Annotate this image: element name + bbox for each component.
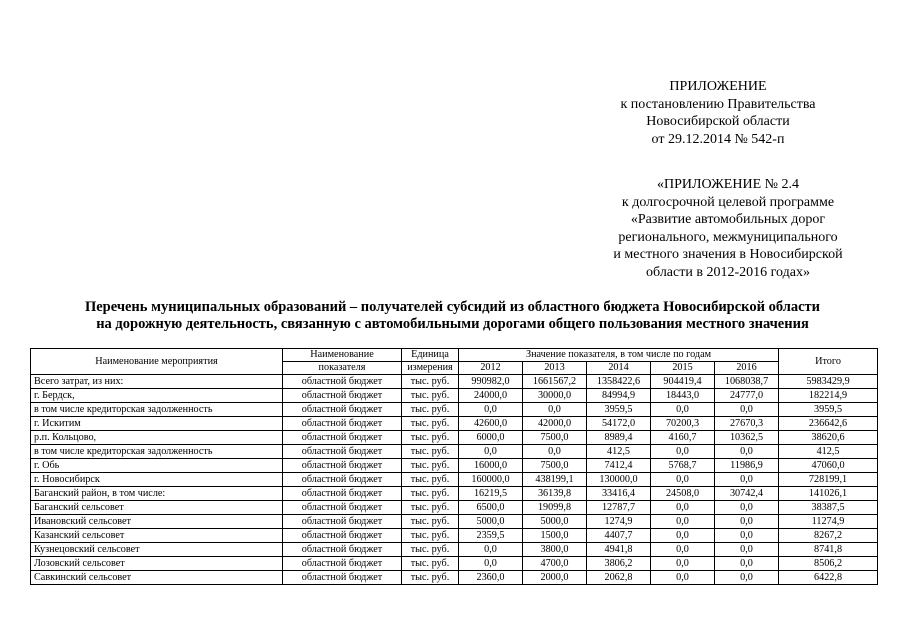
cell-year-value: 1068038,7 xyxy=(715,375,779,389)
cell-year-value: 42600,0 xyxy=(459,417,523,431)
cell-name: Кузнецовский сельсовет xyxy=(31,543,283,557)
cell-year-value: 438199,1 xyxy=(523,473,587,487)
cell-unit: тыс. руб. xyxy=(402,557,459,571)
cell-year-value: 24508,0 xyxy=(651,487,715,501)
table-row xyxy=(31,571,878,585)
table-row xyxy=(31,557,878,571)
table-row xyxy=(31,375,878,389)
cell-total: 182214,9 xyxy=(779,389,878,403)
cell-total: 11274,9 xyxy=(779,515,878,529)
cell-total: 6422,8 xyxy=(779,571,878,585)
appendix-line: Новосибирской области xyxy=(646,114,790,129)
cell-name: Ивановский сельсовет xyxy=(31,515,283,529)
cell-year-value: 7500,0 xyxy=(523,459,587,473)
cell-year-value: 0,0 xyxy=(715,529,779,543)
cell-year-value: 33416,4 xyxy=(587,487,651,501)
cell-year-value: 0,0 xyxy=(715,501,779,515)
cell-year-value: 4700,0 xyxy=(523,557,587,571)
cell-total: 3959,5 xyxy=(779,403,878,417)
cell-year-value: 24000,0 xyxy=(459,389,523,403)
cell-year-value: 36139,8 xyxy=(523,487,587,501)
cell-name: Савкинский сельсовет xyxy=(31,571,283,585)
cell-name: г. Бердск, xyxy=(31,389,283,403)
cell-unit: тыс. руб. xyxy=(402,431,459,445)
header-unit: Единица xyxy=(402,349,459,362)
cell-year-value: 2062,8 xyxy=(587,571,651,585)
cell-indicator: областной бюджет xyxy=(283,375,402,389)
cell-total: 38387,5 xyxy=(779,501,878,515)
cell-unit: тыс. руб. xyxy=(402,417,459,431)
cell-year-value: 6000,0 xyxy=(459,431,523,445)
cell-total: 236642,6 xyxy=(779,417,878,431)
cell-name: Баганский сельсовет xyxy=(31,501,283,515)
cell-indicator: областной бюджет xyxy=(283,389,402,403)
cell-name: Лозовский сельсовет xyxy=(31,557,283,571)
cell-year-value: 8989,4 xyxy=(587,431,651,445)
cell-name: Всего затрат, из них: xyxy=(31,375,283,389)
cell-year-value: 0,0 xyxy=(523,403,587,417)
cell-indicator: областной бюджет xyxy=(283,557,402,571)
cell-year-value: 0,0 xyxy=(651,501,715,515)
cell-indicator: областной бюджет xyxy=(283,431,402,445)
cell-year-value: 0,0 xyxy=(651,557,715,571)
cell-unit: тыс. руб. xyxy=(402,571,459,585)
appendix-line: от 29.12.2014 № 542-п xyxy=(651,131,785,147)
cell-year-value: 412,5 xyxy=(587,445,651,459)
cell-year-value: 0,0 xyxy=(715,445,779,459)
cell-name: в том числе кредиторская задолженность xyxy=(31,403,283,417)
cell-year-value: 990982,0 xyxy=(459,375,523,389)
cell-indicator: областной бюджет xyxy=(283,487,402,501)
cell-total: 412,5 xyxy=(779,445,878,459)
cell-year-value: 130000,0 xyxy=(587,473,651,487)
cell-unit: тыс. руб. xyxy=(402,473,459,487)
cell-year-value: 5768,7 xyxy=(651,459,715,473)
cell-year-value: 30000,0 xyxy=(523,389,587,403)
cell-year-value: 1274,9 xyxy=(587,515,651,529)
cell-year-value: 0,0 xyxy=(523,445,587,459)
cell-year-value: 3806,2 xyxy=(587,557,651,571)
cell-year-value: 5000,0 xyxy=(459,515,523,529)
header-unit-2: измерения xyxy=(402,362,459,375)
cell-year-value: 16219,5 xyxy=(459,487,523,501)
cell-total: 5983429,9 xyxy=(779,375,878,389)
cell-year-value: 0,0 xyxy=(715,571,779,585)
cell-year-value: 0,0 xyxy=(459,557,523,571)
cell-year-value: 84994,9 xyxy=(587,389,651,403)
cell-total: 8267,2 xyxy=(779,529,878,543)
cell-unit: тыс. руб. xyxy=(402,375,459,389)
cell-year-value: 0,0 xyxy=(715,515,779,529)
cell-year-value: 7412,4 xyxy=(587,459,651,473)
title-line: на дорожную деятельность, связанную с автомобильными дорогами общего пользования местного значения xyxy=(96,316,809,332)
document-title xyxy=(30,299,875,333)
cell-year-value: 0,0 xyxy=(459,543,523,557)
appendix-line: регионального, межмуниципального xyxy=(618,229,838,245)
cell-indicator: областной бюджет xyxy=(283,529,402,543)
cell-indicator: областной бюджет xyxy=(283,571,402,585)
cell-total: 8741,8 xyxy=(779,543,878,557)
cell-year-value: 6500,0 xyxy=(459,501,523,515)
cell-year-value: 1661567,2 xyxy=(523,375,587,389)
header-year: 2016 xyxy=(715,362,779,375)
cell-year-value: 0,0 xyxy=(715,473,779,487)
table-row xyxy=(31,543,878,557)
header-values-group: Значение показателя, в том числе по годам xyxy=(459,349,779,362)
cell-year-value: 4407,7 xyxy=(587,529,651,543)
cell-indicator: областной бюджет xyxy=(283,417,402,431)
cell-year-value: 160000,0 xyxy=(459,473,523,487)
header-year: 2015 xyxy=(651,362,715,375)
cell-year-value: 30742,4 xyxy=(715,487,779,501)
cell-indicator: областной бюджет xyxy=(283,515,402,529)
appendix-line: к долгосрочной целевой программе xyxy=(621,194,835,210)
cell-year-value: 10362,5 xyxy=(715,431,779,445)
cell-unit: тыс. руб. xyxy=(402,459,459,473)
cell-name: в том числе кредиторская задолженность xyxy=(31,445,283,459)
header-total: Итого xyxy=(779,349,878,375)
cell-year-value: 3959,5 xyxy=(587,403,651,417)
cell-year-value: 19099,8 xyxy=(523,501,587,515)
title-line: Перечень муниципальных образований – получателей субсидий из областного бюджета Новосибирской области xyxy=(84,299,821,315)
cell-name: р.п. Кольцово, xyxy=(31,431,283,445)
cell-unit: тыс. руб. xyxy=(402,487,459,501)
cell-year-value: 0,0 xyxy=(651,445,715,459)
cell-unit: тыс. руб. xyxy=(402,389,459,403)
appendix-line: к постановлению Правительства xyxy=(620,96,816,112)
cell-total: 38620,6 xyxy=(779,431,878,445)
table-row xyxy=(31,389,878,403)
cell-year-value: 18443,0 xyxy=(651,389,715,403)
cell-year-value: 24777,0 xyxy=(715,389,779,403)
cell-unit: тыс. руб. xyxy=(402,501,459,515)
cell-year-value: 0,0 xyxy=(651,571,715,585)
cell-year-value: 7500,0 xyxy=(523,431,587,445)
cell-year-value: 0,0 xyxy=(715,557,779,571)
cell-name: Баганский район, в том числе: xyxy=(31,487,283,501)
table-row xyxy=(31,487,878,501)
cell-unit: тыс. руб. xyxy=(402,403,459,417)
table-row xyxy=(31,417,878,431)
cell-indicator: областной бюджет xyxy=(283,445,402,459)
table-row xyxy=(31,473,878,487)
header-year: 2014 xyxy=(587,362,651,375)
cell-unit: тыс. руб. xyxy=(402,543,459,557)
cell-year-value: 54172,0 xyxy=(587,417,651,431)
header-year: 2013 xyxy=(523,362,587,375)
cell-year-value: 0,0 xyxy=(651,473,715,487)
cell-year-value: 904419,4 xyxy=(651,375,715,389)
cell-year-value: 5000,0 xyxy=(523,515,587,529)
cell-year-value: 0,0 xyxy=(651,543,715,557)
cell-year-value: 2359,5 xyxy=(459,529,523,543)
table-row xyxy=(31,459,878,473)
header-indicator: Наименование xyxy=(283,349,402,362)
cell-year-value: 70200,3 xyxy=(651,417,715,431)
cell-year-value: 0,0 xyxy=(459,403,523,417)
appendix-resolution-block xyxy=(600,78,836,148)
cell-year-value: 11986,9 xyxy=(715,459,779,473)
cell-year-value: 3800,0 xyxy=(523,543,587,557)
cell-year-value: 0,0 xyxy=(459,445,523,459)
cell-total: 47060,0 xyxy=(779,459,878,473)
cell-year-value: 0,0 xyxy=(651,403,715,417)
subsidy-table xyxy=(30,348,878,585)
cell-year-value: 27670,3 xyxy=(715,417,779,431)
cell-year-value: 2360,0 xyxy=(459,571,523,585)
appendix-line: «ПРИЛОЖЕНИЕ № 2.4 xyxy=(657,177,799,192)
table-row xyxy=(31,515,878,529)
cell-indicator: областной бюджет xyxy=(283,473,402,487)
cell-year-value: 0,0 xyxy=(715,403,779,417)
cell-indicator: областной бюджет xyxy=(283,403,402,417)
cell-year-value: 1500,0 xyxy=(523,529,587,543)
cell-year-value: 2000,0 xyxy=(523,571,587,585)
cell-name: г. Новосибирск xyxy=(31,473,283,487)
cell-indicator: областной бюджет xyxy=(283,459,402,473)
table-body xyxy=(31,375,878,585)
cell-unit: тыс. руб. xyxy=(402,515,459,529)
cell-indicator: областной бюджет xyxy=(283,543,402,557)
cell-name: г. Искитим xyxy=(31,417,283,431)
cell-total: 8506,2 xyxy=(779,557,878,571)
appendix-line: области в 2012-2016 годах» xyxy=(646,264,810,280)
cell-year-value: 42000,0 xyxy=(523,417,587,431)
cell-year-value: 1358422,6 xyxy=(587,375,651,389)
cell-unit: тыс. руб. xyxy=(402,529,459,543)
header-year: 2012 xyxy=(459,362,523,375)
table-row xyxy=(31,403,878,417)
cell-name: г. Обь xyxy=(31,459,283,473)
cell-year-value: 16000,0 xyxy=(459,459,523,473)
cell-year-value: 4160,7 xyxy=(651,431,715,445)
appendix-line: «Развитие автомобильных дорог xyxy=(630,212,826,227)
cell-year-value: 12787,7 xyxy=(587,501,651,515)
table-row xyxy=(31,445,878,459)
cell-year-value: 0,0 xyxy=(651,529,715,543)
appendix-line: ПРИЛОЖЕНИЕ xyxy=(669,79,767,94)
cell-total: 141026,1 xyxy=(779,487,878,501)
appendix-line: и местного значения в Новосибирской xyxy=(613,247,843,262)
table-row xyxy=(31,501,878,515)
table-row xyxy=(31,431,878,445)
cell-name: Казанский сельсовет xyxy=(31,529,283,543)
cell-year-value: 4941,8 xyxy=(587,543,651,557)
header-indicator-2: показателя xyxy=(283,362,402,375)
cell-total: 728199,1 xyxy=(779,473,878,487)
appendix-program-block xyxy=(580,176,876,281)
cell-year-value: 0,0 xyxy=(651,515,715,529)
cell-year-value: 0,0 xyxy=(715,543,779,557)
cell-indicator: областной бюджет xyxy=(283,501,402,515)
header-name: Наименование мероприятия xyxy=(31,349,283,375)
cell-unit: тыс. руб. xyxy=(402,445,459,459)
table-row xyxy=(31,529,878,543)
